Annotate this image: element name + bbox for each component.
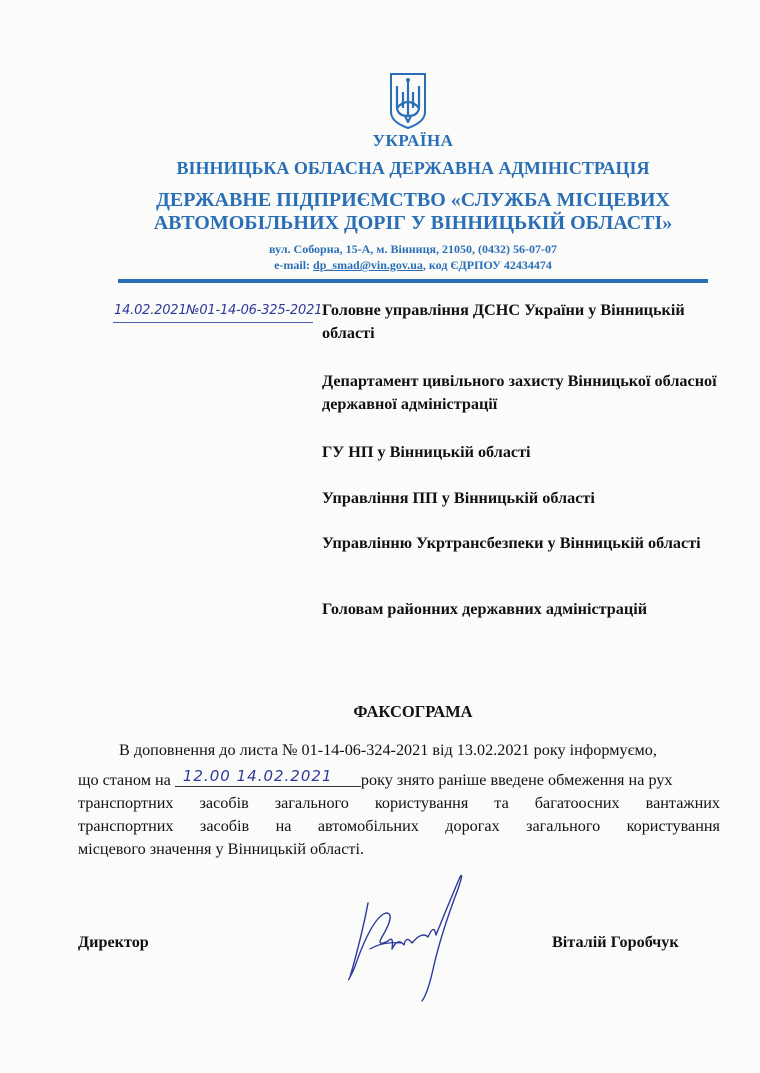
body-text: року знято раніше введене обмеження на рух: [360, 771, 673, 789]
body-line: місцевого значення у Вінницькій області.: [78, 840, 365, 858]
registration-date: 14.02.2021: [114, 303, 187, 318]
recipient: Управління ПП у Вінницькій області: [322, 489, 595, 507]
body-line: [78, 769, 673, 792]
edrpou-code: , код ЄДРПОУ 42434474: [422, 258, 552, 272]
regional-administration-heading: ВІННИЦЬКА ОБЛАСНА ДЕРЖАВНА АДМІНІСТРАЦІЯ: [176, 158, 650, 178]
email-line: [0, 257, 760, 273]
recipient: Головне управління ДСНС України у Вінницькій області: [322, 301, 685, 342]
signer-name: Віталій Горобчук: [552, 933, 679, 951]
organization-name-line: АВТОМОБІЛЬНИХ ДОРІГ У ВІННИЦЬКІЙ ОБЛАСТІ»: [153, 212, 673, 234]
trident-coat-of-arms-icon: [388, 72, 428, 130]
organization-name: [0, 189, 760, 235]
handwritten-time-date: 12.00 14.02.2021: [182, 767, 333, 785]
recipient: Департамент цивільного захисту Вінницької обласної державної адміністрації: [322, 372, 717, 413]
body-text: що станом на: [78, 771, 175, 789]
country-heading: УКРАЇНА: [372, 131, 454, 150]
handwritten-signature: [310, 865, 490, 1015]
body-line: транспортних засобів загального користування та багатоосних вантажних: [78, 794, 720, 812]
recipient: ГУ НП у Вінницькій області: [322, 443, 531, 461]
signer-position: Директор: [78, 933, 149, 951]
letterhead-divider: [118, 279, 708, 283]
body-line: В доповнення до листа № 01-14-06-324-2021 від 13.02.2021 року інформуємо,: [119, 741, 657, 759]
handwritten-time-date-field: [175, 769, 361, 787]
organization-name-line: ДЕРЖАВНЕ ПІДПРИЄМСТВО «СЛУЖБА МІСЦЕВИХ: [156, 189, 670, 211]
email-prefix: e-mail:: [274, 258, 314, 272]
contact-info: [0, 241, 760, 273]
body-line: транспортних засобів на автомобільних дорогах загального користування: [78, 817, 720, 835]
recipient: Головам районних державних адміністрацій: [322, 600, 648, 618]
postal-address: вул. Соборна, 15-А, м. Вінниця, 21050, (0432) 56-07-07: [269, 242, 557, 256]
recipient: Управлінню Укртрансбезпеки у Вінницькій області: [322, 534, 701, 552]
document-title: ФАКСОГРАМА: [353, 702, 473, 721]
email-link[interactable]: dp_smad@vin.gov.ua: [313, 258, 423, 272]
registration-number: №01-14-06-325-2021: [186, 303, 323, 318]
